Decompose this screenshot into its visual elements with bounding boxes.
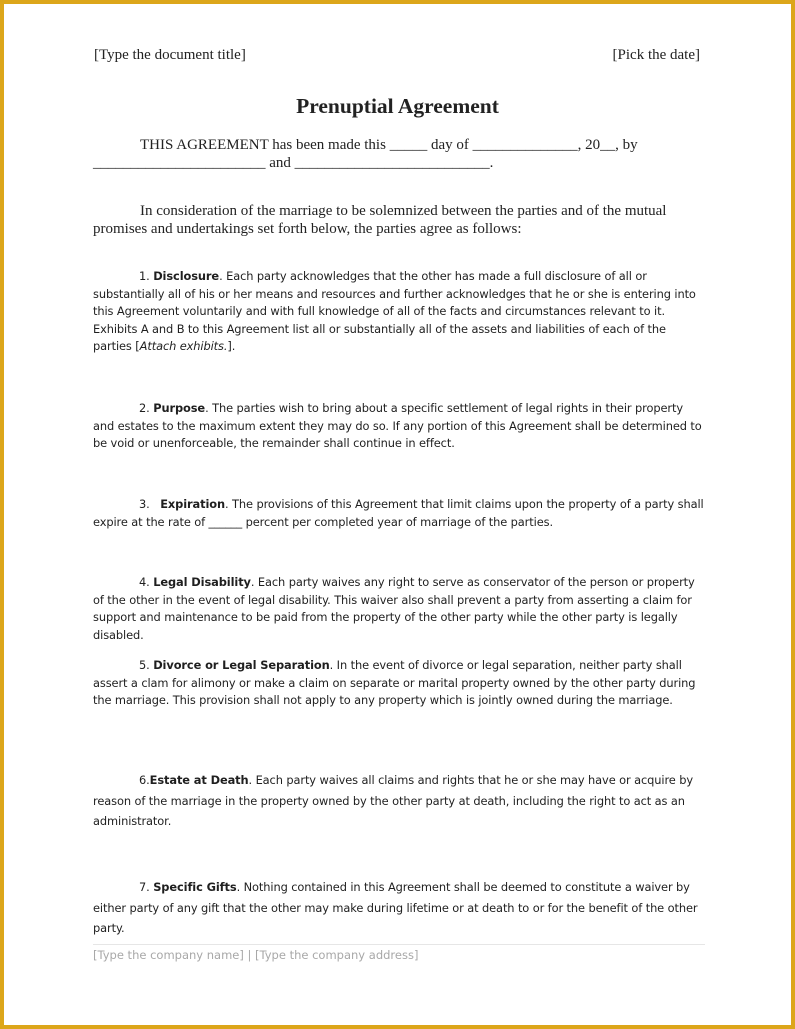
section-heading: Expiration	[160, 497, 226, 511]
date-placeholder[interactable]: [Pick the date]	[612, 47, 700, 63]
section-number: 7.	[139, 880, 150, 894]
section-divorce	[93, 657, 705, 710]
section-heading: Legal Disability	[153, 575, 251, 589]
document-title-placeholder[interactable]: [Type the document title]	[94, 47, 246, 63]
section-expiration	[93, 496, 705, 531]
section-number: 5.	[139, 658, 150, 672]
section-body: . The provisions of this Agreement that limit claims upon the property of a party shall expire at the rate of ______ percent per completed year of marriage of the parties.	[93, 497, 704, 529]
section-body: . Each party acknowledges that the other has made a full disclosure of all or substantially all of his or her means and resources and further acknowledges that he or she is entering into this Agreement voluntarily and with full knowledge of all of the facts and circumstances relevant to it. Exhibits A and B to this Agreement list all or substantially all of the assets and liabilities of each of the parties [	[93, 269, 696, 353]
consideration-line-2: promises and undertakings set forth below, the parties agree as follows:	[93, 221, 522, 237]
section-number: 6.	[139, 773, 150, 787]
section-heading: Divorce or Legal Separation	[153, 658, 330, 672]
section-body: . Each party waives all claims and rights that he or she may have or acquire by reason of the marriage in the property owned by the other party at death, including the right to act as an administrator.	[93, 773, 693, 828]
section-disclosure	[93, 268, 705, 356]
section-estate-at-death	[93, 770, 705, 832]
section-heading: Disclosure	[153, 269, 220, 283]
section-heading: Purpose	[153, 401, 206, 415]
footer-company-placeholder[interactable]: [Type the company name] | [Type the company address]	[93, 948, 419, 962]
section-body: . Nothing contained in this Agreement shall be deemed to constitute a waiver by either party of any gift that the other may make during lifetime or at death to or for the benefit of the other party.	[93, 880, 698, 935]
section-body: . Each party waives any right to serve as conservator of the person or property of the other in the event of legal disability. This waiver also shall prevent a party from asserting a claim for support and maintenance to be paid from the property of the other party while the other party is legally disabled.	[93, 575, 695, 642]
section-number: 1.	[139, 269, 150, 283]
section-specific-gifts	[93, 877, 705, 939]
section-italic-note: Attach exhibits.	[139, 339, 228, 353]
document-page	[4, 4, 791, 1025]
section-heading: Estate at Death	[149, 773, 249, 787]
intro-line-1: THIS AGREEMENT has been made this _____ day of ______________, 20__, by	[140, 137, 638, 153]
section-number: 4.	[139, 575, 150, 589]
section-legal-disability	[93, 574, 705, 644]
section-body: . The parties wish to bring about a specific settlement of legal rights in their property and estates to the maximum extent they may do so. If any portion of this Agreement shall be determined to be void or unenforceable, the remainder shall continue in effect.	[93, 401, 702, 450]
section-tail: ].	[227, 339, 236, 353]
section-number: 3.	[139, 497, 150, 511]
section-heading: Specific Gifts	[153, 880, 237, 894]
page-title: Prenuptial Agreement	[296, 94, 499, 118]
intro-line-2: _______________________ and __________________________.	[93, 155, 494, 171]
section-body: . In the event of divorce or legal separation, neither party shall assert a clam for alimony or make a claim on separate or marital property owned by the other party during the marriage. This provision shall not apply to any property which is jointly owned during the marriage.	[93, 658, 696, 707]
footer-divider	[93, 944, 705, 945]
consideration-line-1: In consideration of the marriage to be solemnized between the parties and of the mutual	[140, 203, 667, 219]
section-purpose	[93, 400, 705, 453]
section-number: 2.	[139, 401, 150, 415]
